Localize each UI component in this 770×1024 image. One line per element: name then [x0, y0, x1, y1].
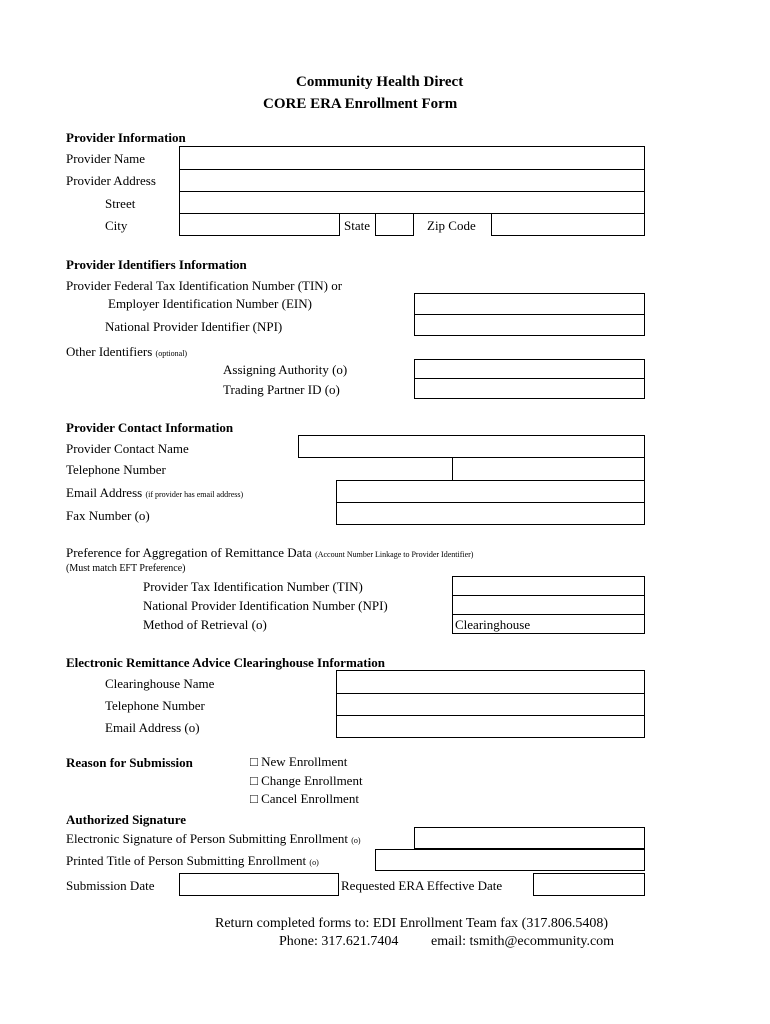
checkbox-icon[interactable]: □	[250, 791, 258, 806]
state-label: State	[344, 218, 370, 233]
clearinghouse-heading: Electronic Remittance Advice Clearinghouse Information	[66, 655, 385, 670]
checkbox-icon[interactable]: □	[250, 773, 258, 788]
eft-match-note: (Must match EFT Preference)	[66, 563, 186, 574]
other-identifiers-label: Other Identifiers (optional)	[66, 344, 188, 359]
clearinghouse-email-field[interactable]	[336, 715, 645, 738]
trading-partner-label: Trading Partner ID (o)	[223, 382, 340, 397]
option-change-enrollment[interactable]: □ Change Enrollment	[250, 773, 363, 788]
contact-phone-field[interactable]	[452, 457, 645, 481]
contact-heading: Provider Contact Information	[66, 420, 234, 435]
provider-info-heading: Provider Information	[66, 130, 186, 145]
aggregation-tin-label: Provider Tax Identification Number (TIN)	[143, 579, 363, 594]
return-instructions: Return completed forms to: EDI Enrollment Team fax (317.806.5408)	[215, 916, 609, 931]
contact-name-label: Provider Contact Name	[66, 441, 189, 456]
contact-phone: Phone: 317.621.7404	[279, 934, 399, 949]
provider-name-label: Provider Name	[66, 151, 146, 166]
zip-field[interactable]	[491, 213, 645, 236]
clearinghouse-phone-field[interactable]	[336, 693, 645, 716]
fax-field[interactable]	[336, 502, 645, 525]
clearinghouse-email-label: Email Address (o)	[105, 720, 200, 735]
contact-email-field[interactable]	[336, 480, 645, 503]
aggregation-npi-label: National Provider Identification Number (NPI)	[143, 598, 388, 613]
npi-label: National Provider Identifier (NPI)	[105, 319, 283, 334]
submission-date-field[interactable]	[179, 873, 339, 896]
option-new-enrollment[interactable]: □ New Enrollment	[250, 754, 348, 769]
aggregation-heading: Preference for Aggregation of Remittance Data (Account Number Linkage to Provider Identifier)	[66, 545, 474, 560]
submission-date-label: Submission Date	[66, 878, 155, 893]
street-field[interactable]	[179, 191, 645, 214]
printed-title-label: Printed Title of Person Submitting Enrollment (o)	[66, 853, 319, 868]
assigning-authority-label: Assigning Authority (o)	[223, 362, 348, 377]
street-label: Street	[105, 196, 136, 211]
clearinghouse-phone-label: Telephone Number	[105, 698, 205, 713]
printed-title-field[interactable]	[375, 849, 645, 871]
effective-date-label: Requested ERA Effective Date	[341, 878, 503, 893]
contact-email-label: Email Address (if provider has email address)	[66, 485, 244, 500]
zip-label: Zip Code	[427, 218, 476, 233]
assigning-authority-field[interactable]	[414, 359, 645, 379]
contact-email: email: tsmith@ecommunity.com	[431, 934, 615, 949]
esignature-field[interactable]	[414, 827, 645, 849]
trading-partner-field[interactable]	[414, 378, 645, 399]
tin-label-line1: Provider Federal Tax Identification Number (TIN) or	[66, 278, 343, 293]
retrieval-method-label: Method of Retrieval (o)	[143, 617, 267, 632]
aggregation-tin-field[interactable]	[452, 576, 645, 596]
checkbox-icon[interactable]: □	[250, 754, 258, 769]
provider-address-field[interactable]	[179, 169, 645, 192]
reason-heading: Reason for Submission	[66, 755, 193, 770]
tin-label-line2: Employer Identification Number (EIN)	[108, 296, 312, 311]
provider-name-field[interactable]	[179, 146, 645, 170]
effective-date-field[interactable]	[533, 873, 645, 896]
clearinghouse-name-field[interactable]	[336, 670, 645, 694]
fax-label: Fax Number (o)	[66, 508, 150, 523]
option-cancel-enrollment[interactable]: □ Cancel Enrollment	[250, 791, 359, 806]
npi-field[interactable]	[414, 314, 645, 336]
city-label: City	[105, 218, 128, 233]
city-field[interactable]	[179, 213, 340, 236]
tin-ein-field[interactable]	[414, 293, 645, 315]
identifiers-heading: Provider Identifiers Information	[66, 257, 247, 272]
retrieval-method-value: Clearinghouse	[455, 617, 531, 632]
signature-heading: Authorized Signature	[66, 812, 187, 827]
aggregation-npi-field[interactable]	[452, 595, 645, 615]
contact-name-field[interactable]	[298, 435, 645, 458]
state-field[interactable]	[375, 213, 414, 236]
organization-title: Community Health Direct	[296, 74, 464, 90]
provider-address-label: Provider Address	[66, 173, 156, 188]
clearinghouse-name-label: Clearinghouse Name	[105, 676, 215, 691]
esignature-label: Electronic Signature of Person Submitting Enrollment (o)	[66, 831, 361, 846]
form-title: CORE ERA Enrollment Form	[263, 96, 458, 112]
contact-phone-label: Telephone Number	[66, 462, 166, 477]
